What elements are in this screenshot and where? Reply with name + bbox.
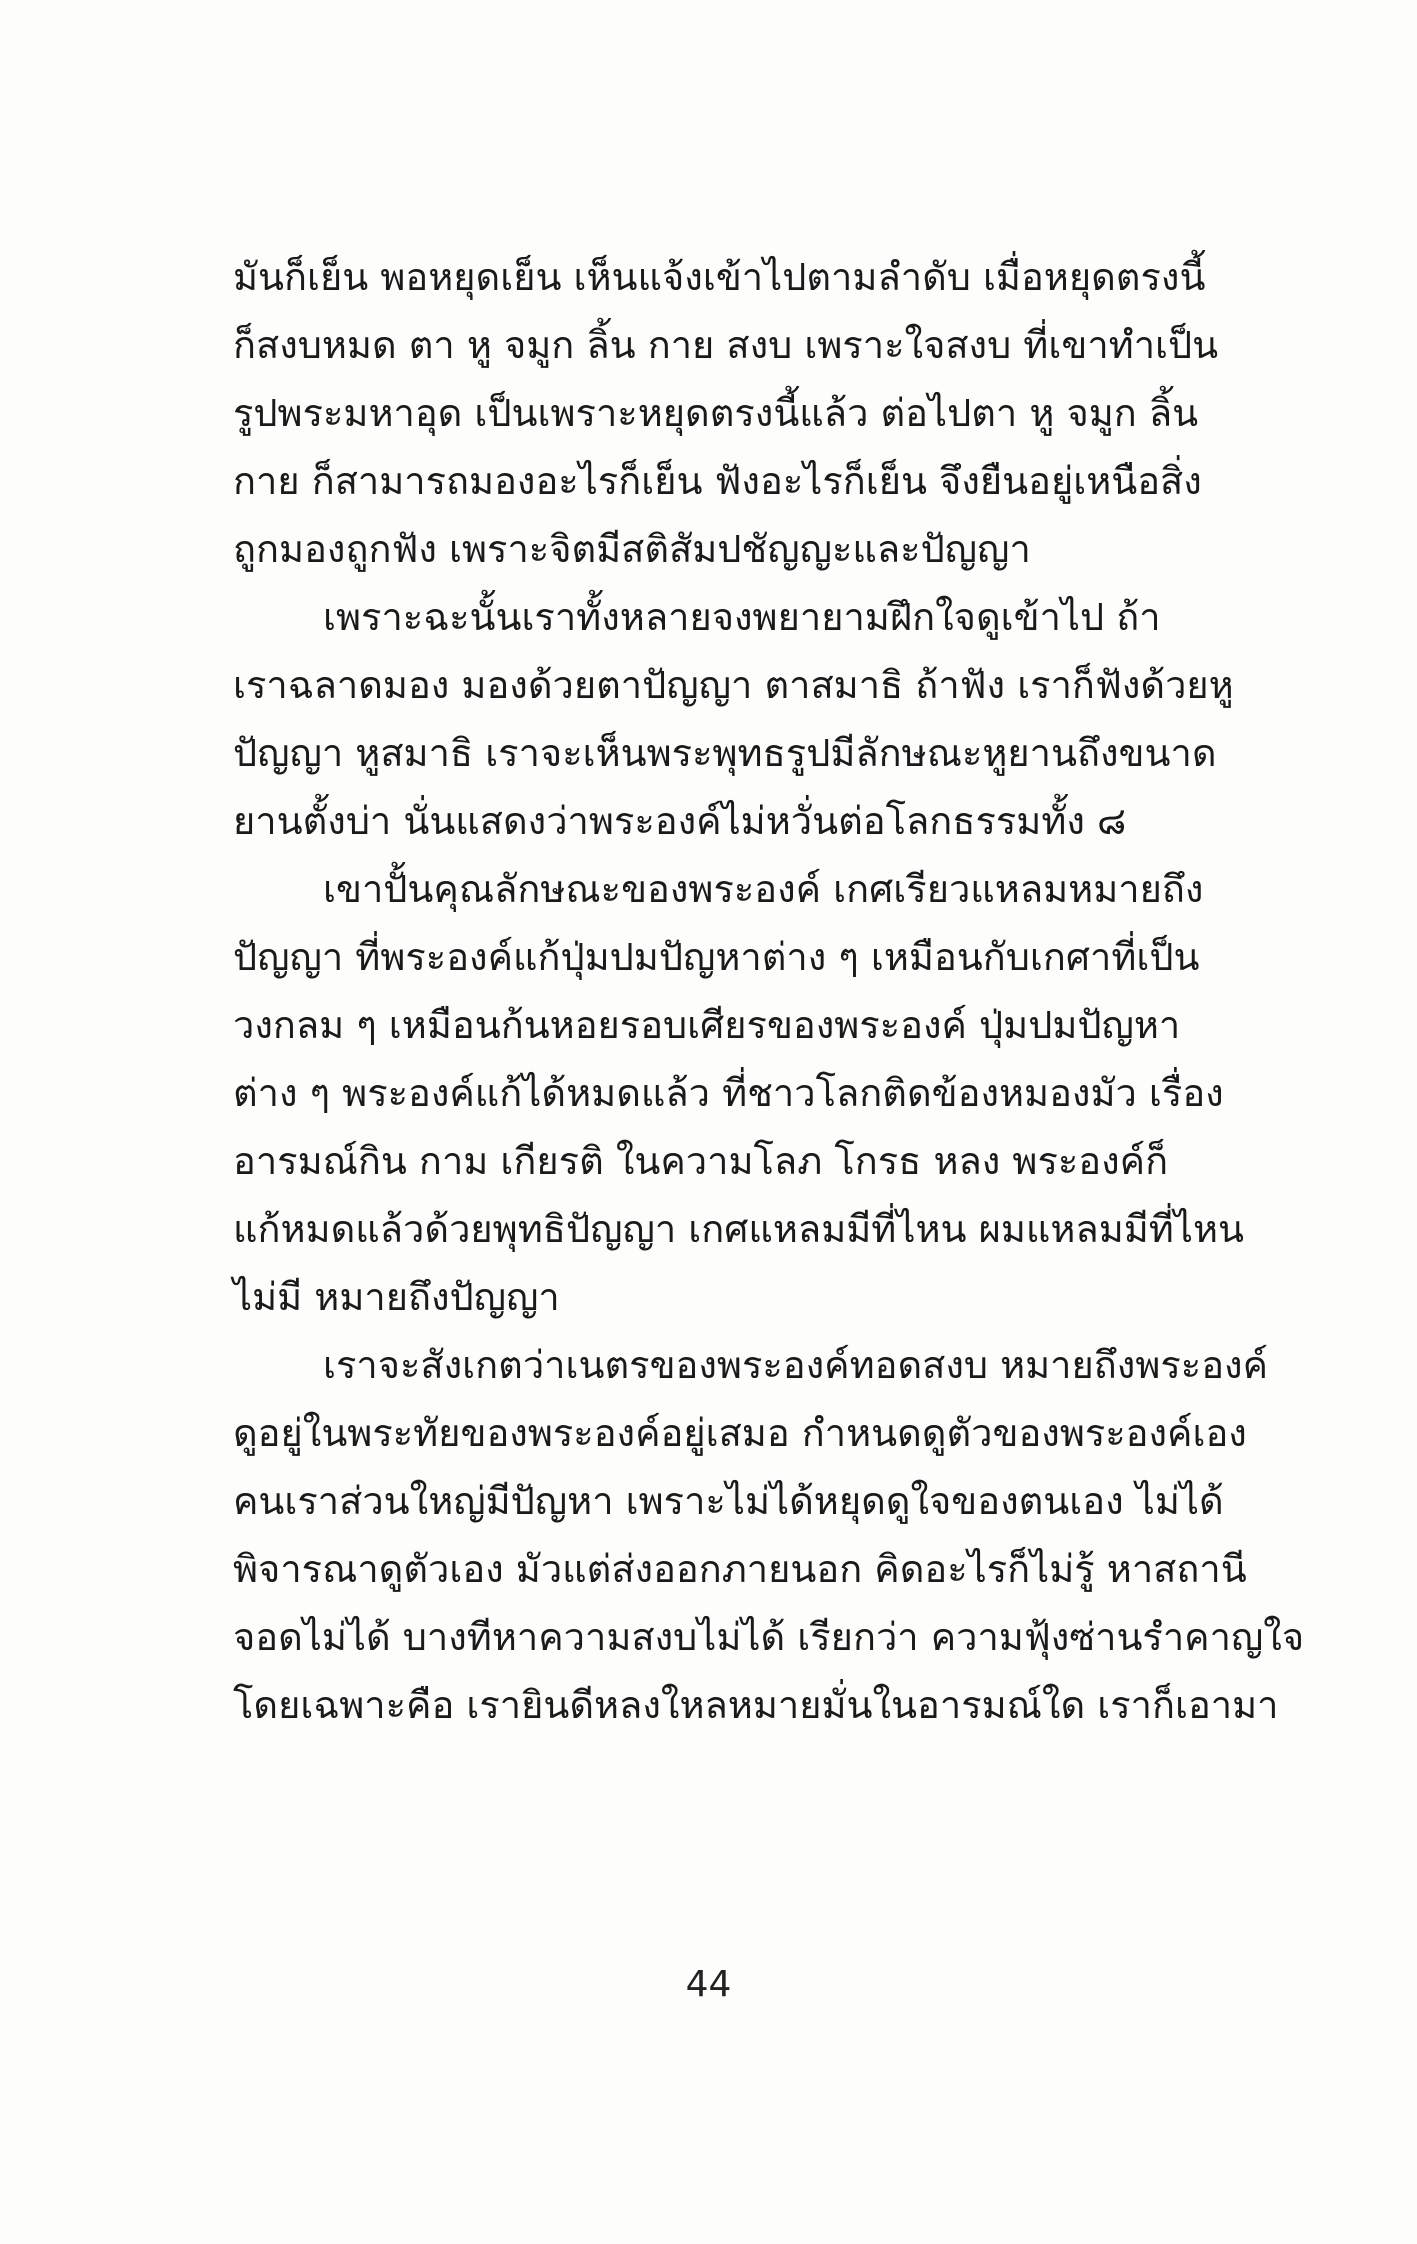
text-line: รูปพระมหาอุด เป็นเพราะหยุดตรงนี้แล้ว ต่อไปตา หู จมูก ลิ้น xyxy=(233,391,1199,435)
text-line: ก็สงบหมด ตา หู จมูก ลิ้น กาย สงบ เพราะใจสงบ ที่เขาทำเป็น xyxy=(233,323,1219,367)
page-number: 44 xyxy=(685,1964,732,2005)
text-line: คนเราส่วนใหญ่มีปัญหา เพราะไม่ได้หยุดดูใจของตนเอง ไม่ได้ xyxy=(233,1479,1224,1523)
text-line: ปัญญา ที่พระองค์แก้ปุ่มปมปัญหาต่าง ๆ เหมือนกับเกศาที่เป็น xyxy=(233,935,1200,979)
text-line: ยานตั้งบ่า นั่นแสดงว่าพระองค์ไม่หวั่นต่อโลกธรรมทั้ง ๘ xyxy=(233,799,1127,843)
text-line: พิจารณาดูตัวเอง มัวแต่ส่งออกภายนอก คิดอะไรก็ไม่รู้ หาสถานี xyxy=(233,1547,1247,1591)
paragraph-start-line: เราจะสังเกตว่าเนตรของพระองค์ทอดสงบ หมายถึงพระองค์ xyxy=(323,1343,1269,1387)
text-line: ไม่มี หมายถึงปัญญา xyxy=(233,1275,560,1319)
text-line: แก้หมดแล้วด้วยพุทธิปัญญา เกศแหลมมีที่ไหน ผมแหลมมีที่ไหน xyxy=(233,1207,1244,1251)
text-line: อารมณ์กิน กาม เกียรติ ในความโลภ โกรธ หลง พระองค์ก็ xyxy=(233,1139,1169,1183)
text-line: ดูอยู่ในพระทัยของพระองค์อยู่เสมอ กำหนดดูตัวของพระองค์เอง xyxy=(233,1411,1247,1455)
text-line: โดยเฉพาะคือ เรายินดีหลงใหลหมายมั่นในอารมณ์ใด เราก็เอามา xyxy=(233,1683,1279,1727)
text-line: จอดไม่ได้ บางทีหาความสงบไม่ได้ เรียกว่า ความฟุ้งซ่านรำคาญใจ xyxy=(233,1615,1305,1659)
text-line: ต่าง ๆ พระองค์แก้ได้หมดแล้ว ที่ชาวโลกติดข้องหมองมัว เรื่อง xyxy=(233,1071,1224,1115)
text-line: ปัญญา หูสมาธิ เราจะเห็นพระพุทธรูปมีลักษณะหูยานถึงขนาด xyxy=(233,731,1217,775)
paragraph-start-line: เขาปั้นคุณลักษณะของพระองค์ เกศเรียวแหลมหมายถึง xyxy=(323,867,1204,911)
body-text xyxy=(233,243,1305,1739)
text-line: ถูกมองถูกฟัง เพราะจิตมีสติสัมปชัญญะและปัญญา xyxy=(233,527,1031,571)
text-line: วงกลม ๆ เหมือนก้นหอยรอบเศียรของพระองค์ ปุ่มปมปัญหา xyxy=(233,1003,1181,1047)
text-line: มันก็เย็น พอหยุดเย็น เห็นแจ้งเข้าไปตามลำดับ เมื่อหยุดตรงนี้ xyxy=(233,255,1206,299)
paragraph-start-line: เพราะฉะนั้นเราทั้งหลายจงพยายามฝึกใจดูเข้าไป ถ้า xyxy=(323,595,1161,639)
text-line: กาย ก็สามารถมองอะไรก็เย็น ฟังอะไรก็เย็น จึงยืนอยู่เหนือสิ่ง xyxy=(233,459,1202,503)
text-line: เราฉลาดมอง มองด้วยตาปัญญา ตาสมาธิ ถ้าฟัง เราก็ฟังด้วยหู xyxy=(233,663,1234,707)
